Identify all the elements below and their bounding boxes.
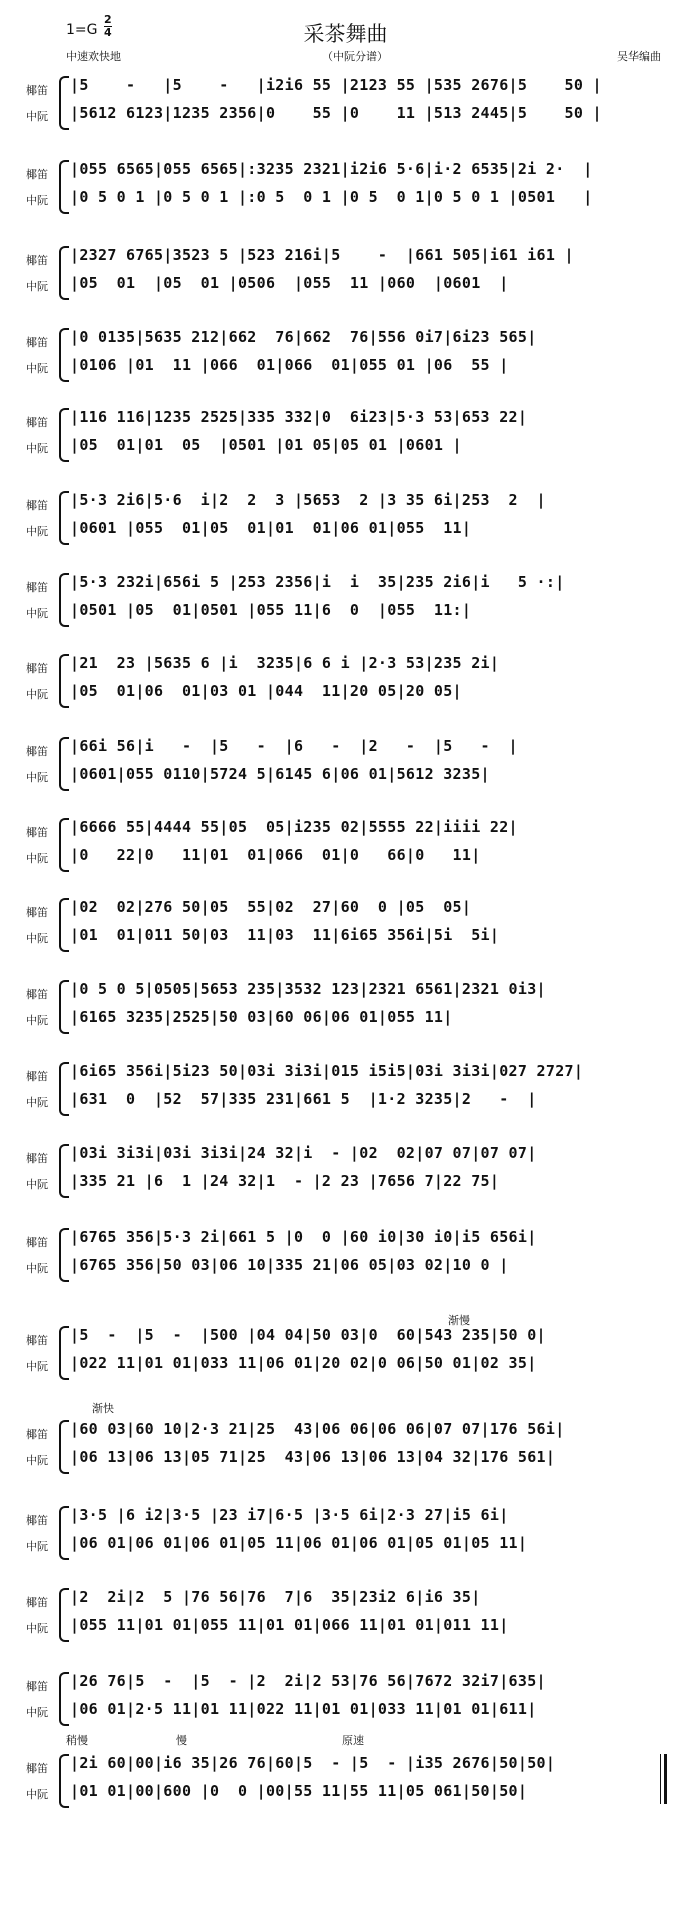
staff-line-top: |2 2i|2 5 |76 56|76 7|6 35|23i2 6|i6 35| xyxy=(70,1588,481,1606)
page-title: 采茶舞曲 xyxy=(303,22,388,46)
score-system xyxy=(0,1318,691,1392)
score-system xyxy=(0,1220,691,1294)
staff-line-top: |6765 356|5·3 2i|661 5 |0 0 |60 i0|30 i0|i5 656i| xyxy=(70,1228,537,1246)
staff-line-bottom: |01 01|00|600 |0 0 |00|55 11|55 11|05 061|50|50| xyxy=(70,1782,528,1800)
staff-line-bottom: |01 01|011 50|03 11|03 11|6i65 356i|5i 5i| xyxy=(70,926,500,944)
time-denominator: 4 xyxy=(104,26,112,39)
staff-line-bottom: |0501 |05 01|0501 |055 11|6 0 |055 11:| xyxy=(70,601,472,619)
staff-line-bottom: |05 01|06 01|03 01 |044 11|20 05|20 05| xyxy=(70,682,462,700)
staff-line-top: |5·3 2i6|5·6 i|2 2 3 |5653 2 |3 35 6i|253 2 | xyxy=(70,491,546,509)
instrument-label-top: 椰笛 xyxy=(26,1514,48,1527)
arranger-credit: 吴华编曲 xyxy=(617,50,661,63)
system-brace xyxy=(59,160,69,214)
score-system xyxy=(0,1498,691,1572)
score-system xyxy=(0,972,691,1046)
staff-line-bottom: |335 21 |6 1 |24 32|1 - |2 23 |7656 7|22 75| xyxy=(70,1172,500,1190)
instrument-label-bottom: 中阮 xyxy=(26,280,48,293)
time-numerator: 2 xyxy=(104,13,112,26)
instrument-label-top: 椰笛 xyxy=(26,988,48,1001)
staff-line-bottom: |631 0 |52 57|335 231|661 5 |1·2 3235|2 - | xyxy=(70,1090,537,1108)
system-brace xyxy=(59,1228,69,1282)
score-system xyxy=(0,729,691,803)
instrument-label-top: 椰笛 xyxy=(26,1762,48,1775)
staff-line-bottom: |05 01 |05 01 |0506 |055 11 |060 |0601 | xyxy=(70,274,509,292)
score-system xyxy=(0,810,691,884)
score-system xyxy=(0,1136,691,1210)
system-brace xyxy=(59,898,69,952)
system-brace xyxy=(59,408,69,462)
instrument-label-bottom: 中阮 xyxy=(26,1360,48,1373)
tempo-marking: 中速欢快地 xyxy=(66,50,121,63)
staff-line-bottom: |0601 |055 01|05 01|01 01|06 01|055 11| xyxy=(70,519,472,537)
staff-line-bottom: |0601|055 0110|5724 5|6145 6|06 01|5612 3235| xyxy=(70,765,490,783)
staff-line-top: |03i 3i3i|03i 3i3i|24 32|i - |02 02|07 07|07 07| xyxy=(70,1144,537,1162)
instrument-label-bottom: 中阮 xyxy=(26,1262,48,1275)
instrument-label-bottom: 中阮 xyxy=(26,607,48,620)
system-brace xyxy=(59,1588,69,1642)
score-system xyxy=(0,1664,691,1738)
instrument-label-bottom: 中阮 xyxy=(26,1178,48,1191)
staff-line-bottom: |6165 3235|2525|50 03|60 06|06 01|055 11| xyxy=(70,1008,453,1026)
tempo-change-faster: 渐快 xyxy=(92,1402,114,1415)
score-system xyxy=(0,238,691,312)
final-barline xyxy=(660,1754,667,1804)
system-brace xyxy=(59,76,69,130)
instrument-label-bottom: 中阮 xyxy=(26,1540,48,1553)
instrument-label-top: 椰笛 xyxy=(26,745,48,758)
staff-line-top: |21 23 |5635 6 |i 3235|6 6 i |2·3 53|235 2i| xyxy=(70,654,500,672)
instrument-label-bottom: 中阮 xyxy=(26,1096,48,1109)
score-system xyxy=(0,320,691,394)
system-brace xyxy=(59,573,69,627)
score-system xyxy=(0,565,691,639)
instrument-label-top: 椰笛 xyxy=(26,662,48,675)
staff-line-bottom: |055 11|01 01|055 11|01 01|066 11|01 01|011 11| xyxy=(70,1616,509,1634)
instrument-label-bottom: 中阮 xyxy=(26,852,48,865)
score-header xyxy=(0,0,691,64)
instrument-label-top: 椰笛 xyxy=(26,499,48,512)
staff-line-bottom: |06 01|06 01|06 01|05 11|06 01|06 01|05 01|05 11| xyxy=(70,1534,528,1552)
staff-line-top: |0 0135|5635 212|662 76|662 76|556 0i7|6i23 565| xyxy=(70,328,537,346)
staff-line-bottom: |06 01|2·5 11|01 11|022 11|01 01|033 11|01 01|611| xyxy=(70,1700,537,1718)
score-system xyxy=(0,400,691,474)
instrument-label-bottom: 中阮 xyxy=(26,1014,48,1027)
staff-line-bottom: |06 13|06 13|05 71|25 43|06 13|06 13|04 32|176 561| xyxy=(70,1448,556,1466)
system-brace xyxy=(59,980,69,1034)
staff-line-bottom: |05 01|01 05 |0501 |01 05|05 01 |0601 | xyxy=(70,436,462,454)
system-brace xyxy=(59,737,69,791)
tempo-change-original: 原速 xyxy=(342,1734,364,1747)
system-brace xyxy=(59,491,69,545)
staff-line-top: |5 - |5 - |500 |04 04|50 03|0 60|543 235|50 0| xyxy=(70,1326,546,1344)
key-signature: 1=G xyxy=(66,22,98,38)
instrument-label-top: 椰笛 xyxy=(26,826,48,839)
score-system xyxy=(0,646,691,720)
system-brace xyxy=(59,1420,69,1474)
score-system xyxy=(0,68,691,142)
score-system xyxy=(0,890,691,964)
instrument-label-bottom: 中阮 xyxy=(26,932,48,945)
instrument-label-bottom: 中阮 xyxy=(26,442,48,455)
instrument-label-top: 椰笛 xyxy=(26,1070,48,1083)
staff-line-top: |26 76|5 - |5 - |2 2i|2 53|76 56|7672 32i7|635| xyxy=(70,1672,546,1690)
score-system xyxy=(0,1746,691,1820)
system-brace xyxy=(59,654,69,708)
staff-line-top: |055 6565|055 6565|:3235 2321|i2i6 5·6|i·2 6535|2i 2· | xyxy=(70,160,593,178)
instrument-label-bottom: 中阮 xyxy=(26,362,48,375)
instrument-label-bottom: 中阮 xyxy=(26,194,48,207)
instrument-label-top: 椰笛 xyxy=(26,1680,48,1693)
instrument-label-bottom: 中阮 xyxy=(26,771,48,784)
staff-line-bottom: |0 22|0 11|01 01|066 01|0 66|0 11| xyxy=(70,846,481,864)
instrument-label-top: 椰笛 xyxy=(26,416,48,429)
instrument-label-top: 椰笛 xyxy=(26,1236,48,1249)
staff-line-top: |6666 55|4444 55|05 05|i235 02|5555 22|iiii 22| xyxy=(70,818,518,836)
staff-line-bottom: |022 11|01 01|033 11|06 01|20 02|0 06|50 01|02 35| xyxy=(70,1354,537,1372)
staff-line-top: |5·3 232i|656i 5 |253 2356|i i 35|235 2i6|i 5 ·:| xyxy=(70,573,565,591)
score-subtitle: （中阮分谱） xyxy=(322,50,388,63)
system-brace xyxy=(59,1062,69,1116)
staff-line-top: |60 03|60 10|2·3 21|25 43|06 06|06 06|07 07|176 56i| xyxy=(70,1420,565,1438)
system-brace xyxy=(59,246,69,300)
instrument-label-top: 椰笛 xyxy=(26,168,48,181)
tempo-change-slower: 渐慢 xyxy=(448,1314,470,1327)
staff-line-top: |0 5 0 5|0505|5653 235|3532 123|2321 6561|2321 0i3| xyxy=(70,980,546,998)
system-brace xyxy=(59,1144,69,1198)
staff-line-bottom: |0106 |01 11 |066 01|066 01|055 01 |06 55 | xyxy=(70,356,509,374)
staff-line-bottom: |0 5 0 1 |0 5 0 1 |:0 5 0 1 |0 5 0 1|0 5 0 1 |0501 | xyxy=(70,188,593,206)
instrument-label-bottom: 中阮 xyxy=(26,1788,48,1801)
staff-line-bottom: |5612 6123|1235 2356|0 55 |0 11 |513 2445|5 50 | xyxy=(70,104,602,122)
score-system xyxy=(0,152,691,226)
system-brace xyxy=(59,328,69,382)
staff-line-top: |2327 6765|3523 5 |523 216i|5 - |661 505|i61 i61 | xyxy=(70,246,574,264)
instrument-label-bottom: 中阮 xyxy=(26,525,48,538)
tempo-change-slow: 慢 xyxy=(176,1734,187,1747)
instrument-label-bottom: 中阮 xyxy=(26,688,48,701)
score-system xyxy=(0,1412,691,1486)
instrument-label-top: 椰笛 xyxy=(26,336,48,349)
instrument-label-bottom: 中阮 xyxy=(26,1706,48,1719)
staff-line-top: |2i 60|00|i6 35|26 76|60|5 - |5 - |i35 2676|50|50| xyxy=(70,1754,556,1772)
staff-line-bottom: |6765 356|50 03|06 10|335 21|06 05|03 02|10 0 | xyxy=(70,1256,509,1274)
instrument-label-top: 椰笛 xyxy=(26,1152,48,1165)
instrument-label-top: 椰笛 xyxy=(26,1334,48,1347)
staff-line-top: |66i 56|i - |5 - |6 - |2 - |5 - | xyxy=(70,737,518,755)
instrument-label-top: 椰笛 xyxy=(26,84,48,97)
instrument-label-top: 椰笛 xyxy=(26,1428,48,1441)
instrument-label-bottom: 中阮 xyxy=(26,110,48,123)
staff-line-top: |5 - |5 - |i2i6 55 |2123 55 |535 2676|5 50 | xyxy=(70,76,602,94)
staff-line-top: |3·5 |6 i2|3·5 |23 i7|6·5 |3·5 6i|2·3 27|i5 6i| xyxy=(70,1506,509,1524)
score-system xyxy=(0,1580,691,1654)
instrument-label-bottom: 中阮 xyxy=(26,1622,48,1635)
instrument-label-top: 椰笛 xyxy=(26,581,48,594)
instrument-label-top: 椰笛 xyxy=(26,1596,48,1609)
system-brace xyxy=(59,1672,69,1726)
tempo-change-slightly-slower: 稍慢 xyxy=(66,1734,88,1747)
instrument-label-top: 椰笛 xyxy=(26,254,48,267)
staff-line-top: |116 116|1235 2525|335 332|0 6i23|5·3 53|653 22| xyxy=(70,408,528,426)
staff-line-top: |6i65 356i|5i23 50|03i 3i3i|015 i5i5|03i 3i3i|027 2727| xyxy=(70,1062,584,1080)
system-brace xyxy=(59,1506,69,1560)
instrument-label-top: 椰笛 xyxy=(26,906,48,919)
staff-line-top: |02 02|276 50|05 55|02 27|60 0 |05 05| xyxy=(70,898,472,916)
score-system xyxy=(0,1054,691,1128)
score-system xyxy=(0,483,691,557)
system-brace xyxy=(59,818,69,872)
instrument-label-bottom: 中阮 xyxy=(26,1454,48,1467)
system-brace xyxy=(59,1326,69,1380)
system-brace xyxy=(59,1754,69,1808)
